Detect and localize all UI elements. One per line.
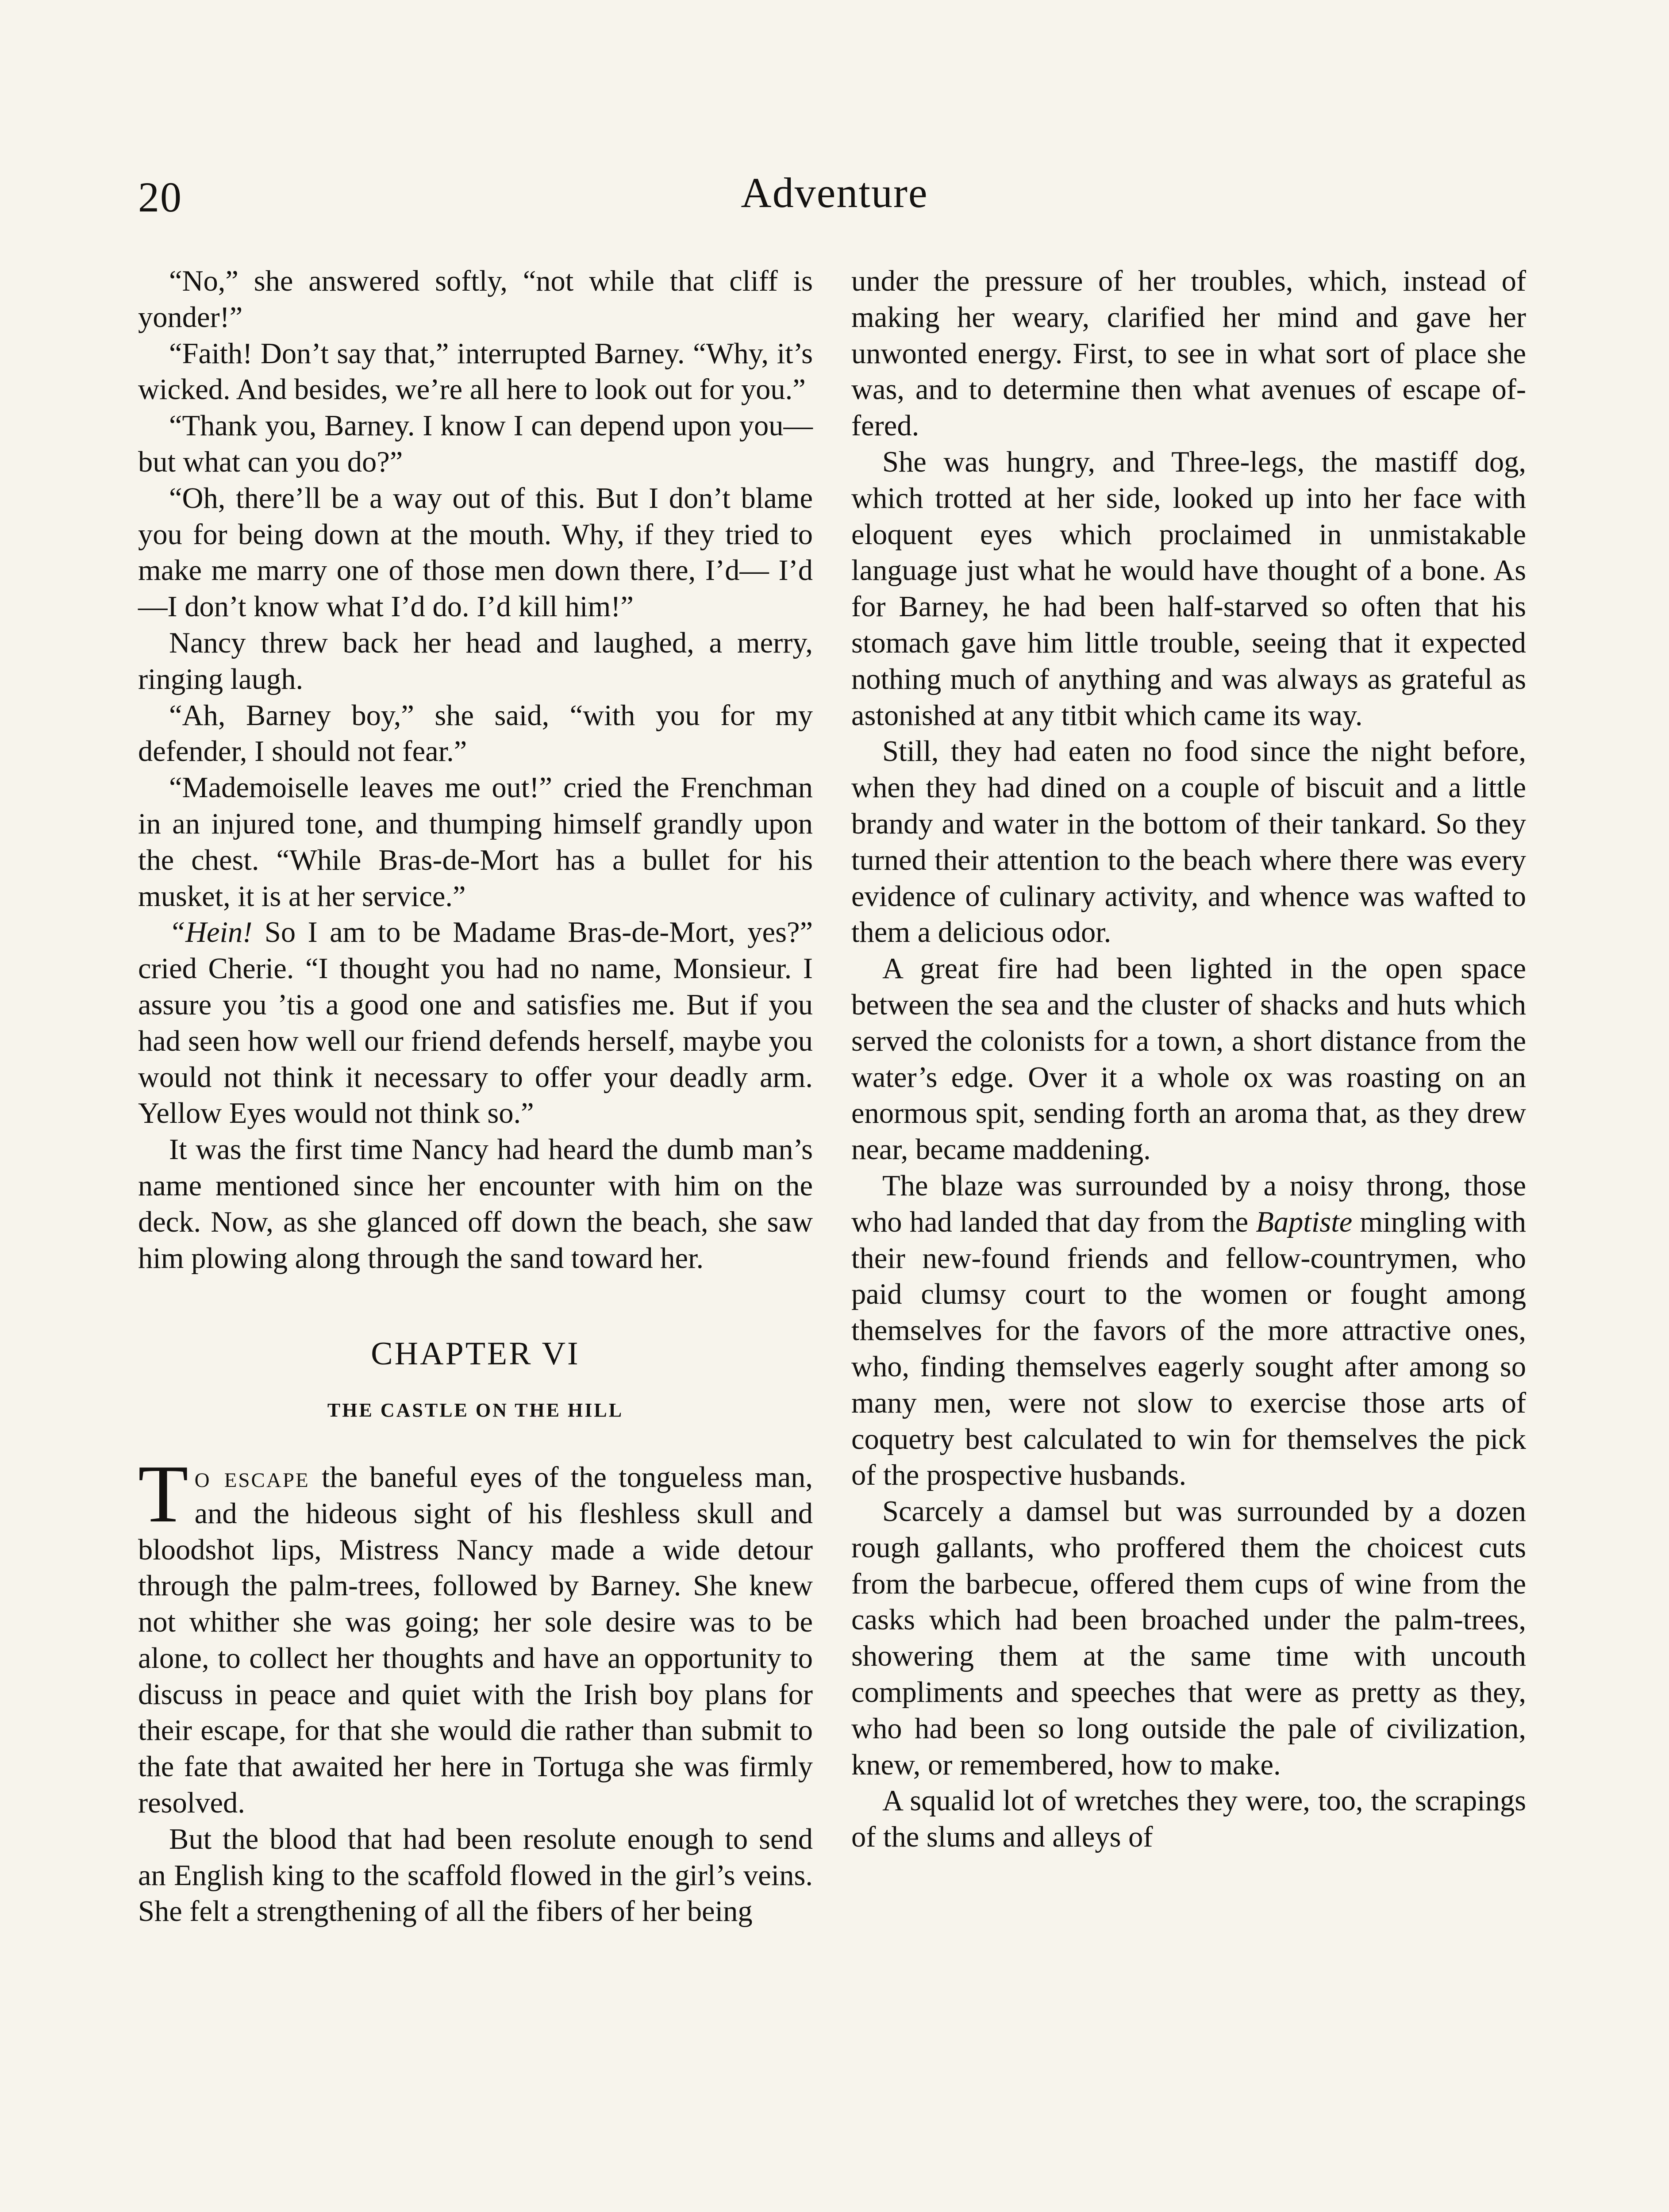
- paragraph: “Mademoiselle leaves me out!” cried the Frenchman in an injured tone, and thumping himself grandly upon the chest. “While Bras-de-Mort has a bullet for his musket, it is at her service.”: [138, 772, 813, 913]
- running-title: Adventure: [741, 169, 928, 216]
- paragraph: [851, 1168, 1526, 1494]
- paragraph: [138, 914, 813, 1132]
- chapter-subtitle: THE CASTLE ON THE HILL: [327, 1399, 624, 1421]
- paragraph: She was hungry, and Three-legs, the mastiff dog, which trotted at her side, looked up into her face with eloquent eyes which proclaimed in unmistakable language just what he would have thought of a bone. As for Barney, he had been half-starved so often that his stomach gave him little trouble, seeing that it expected nothing much of anything and was always as grateful as astonished at any titbit which came its way.: [851, 445, 1526, 732]
- page-header: [0, 168, 1669, 230]
- paragraph: A squalid lot of wretches they were, too, the scrapings of the slums and alleys of: [851, 1785, 1526, 1854]
- paragraph: “Faith! Don’t say that,” interrupted Barney. “Why, it’s wicked. And besides, we’re all here to look out for you.”: [138, 337, 813, 406]
- paragraph: “Oh, there’ll be a way out of this. But I don’t blame you for being down at the mouth. Why, if they tried to make me marry one of those men down there, I’d— I’d—I don’t know what I’d do. I’d kill him!”: [138, 482, 813, 623]
- left-column: [138, 263, 813, 1930]
- paragraph-text: The blaze was surrounded by a noisy throng, those who had landed that day from the: [851, 1169, 1526, 1238]
- chapter-heading: CHAPTER VI: [371, 1336, 580, 1372]
- paragraph-text: mingling with their new-found friends and fellow-countrymen, who paid clumsy court to the women or fought among themselves for the favors of the more attractive ones, who, finding themselves eagerly sought after among so many men, were not slow to exercise those arts of coquetry best calculated to win for themselves the pick of the prospective husbands.: [851, 1206, 1526, 1492]
- paragraph: “Thank you, Barney. I know I can depend upon you—but what can you do?”: [138, 410, 813, 478]
- paragraph: It was the first time Nancy had heard the dumb man’s name mentioned since her encounter with him on the deck. Now, as she glanced off down the beach, she saw him plowing along through the sand toward her.: [138, 1133, 813, 1275]
- paragraph-text: So I am to be Madame Bras-de-Mort, yes?” cried Cherie. “I thought you had no name, Monsieur. I assure you ’tis a good one and satisfies me. But if you had seen how well our friend defends herself, maybe you would not think it necessary to offer your deadly arm. Yellow Eyes would not think so.”: [138, 916, 813, 1130]
- paragraph: Scarcely a damsel but was surrounded by a dozen rough gallants, who proffered them the choicest cuts from the barbecue, offered them cups of wine from the casks which had been broached under the palm-trees, showering them at the same time with uncouth compliments and speeches that were as pretty as they, who had been so long outside the pale of civilization, knew, or remembered, how to make.: [851, 1495, 1526, 1781]
- right-column: [851, 263, 1526, 1855]
- paragraph: A great fire had been lighted in the open space between the sea and the cluster of shacks and huts which served the colonists for a town, a short distance from the water’s edge. Over it a whole ox was roasting on an enormous spit, sending forth an aroma that, as they drew near, became maddening.: [851, 952, 1526, 1166]
- paragraph: “Ah, Barney boy,” she said, “with you for my defender, I should not fear.”: [138, 699, 813, 768]
- small-caps-lead: o escape: [194, 1461, 310, 1494]
- page-number: 20: [138, 173, 182, 221]
- paragraph: But the blood that had been resolute enough to send an English king to the scaffold flowed in the girl’s veins. She felt a strengthening of all the fibers of her being: [138, 1823, 813, 1928]
- continued-paragraph: under the pressure of her troubles, which, instead of making her weary, clarified her mind and gave her unwonted energy. First, to see in what sort of place she was, and to determine then what avenues of escape offered.: [851, 265, 1526, 442]
- italic-exclamation: “Hein!: [169, 916, 253, 949]
- paragraph-text: the baneful eyes of the tongueless man, and the hideous sight of his fleshless skull and bloodshot lips, Mistress Nancy made a wide detour through the palm-trees, followed by Barney. She knew not whither she was going; her sole desire was to be alone, to collect her thoughts and have an opportunity to discuss in peace and quiet with the Irish boy plans for their escape, for that she would die rather than submit to the fate that awaited her here in Tortuga she was firmly resolved.: [138, 1461, 813, 1820]
- drop-cap: T: [138, 1448, 188, 1540]
- paragraph: Nancy threw back her head and laughed, a merry, ringing laugh.: [138, 626, 813, 695]
- ship-name: Baptiste: [1256, 1206, 1353, 1238]
- paragraph: “No,” she answered softly, “not while that cliff is yonder!”: [138, 265, 813, 334]
- chapter-opening-paragraph: [138, 1448, 813, 1821]
- paragraph: Still, they had eaten no food since the night before, when they had dined on a couple of biscuit and a little brandy and water in the bottom of their tankard. So they turned their attention to the beach where there was every evidence of culinary activity, and whence was wafted to them a delicious odor.: [851, 735, 1526, 949]
